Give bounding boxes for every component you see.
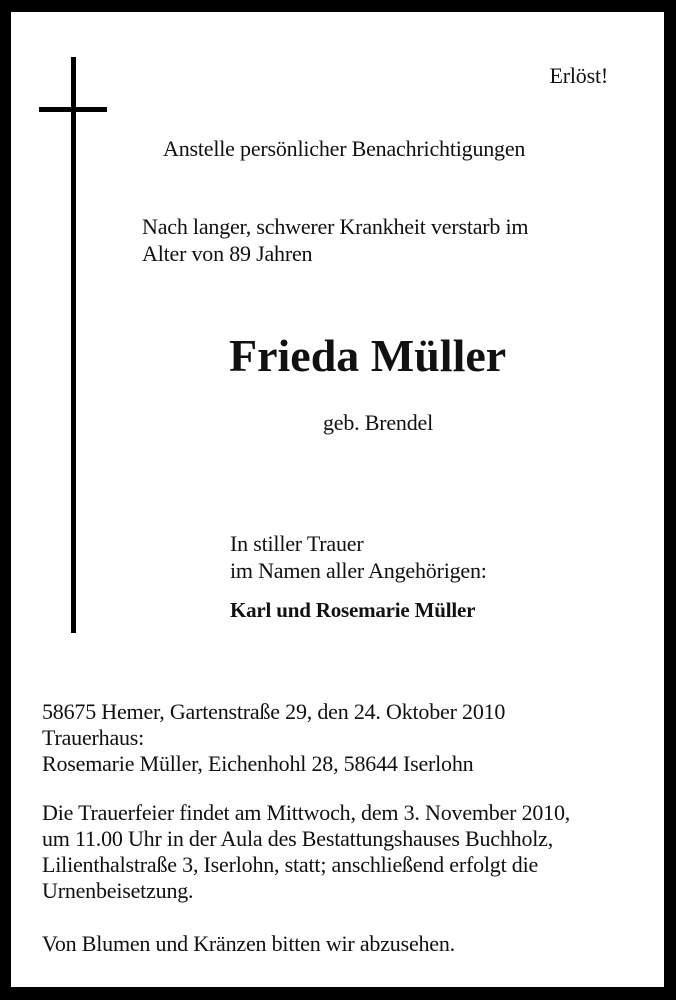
- notice-text: Anstelle persönlicher Benachrichtigungen: [163, 136, 526, 161]
- intro-line-1: Nach langer, schwerer Krankheit verstarb im: [142, 214, 529, 239]
- ceremony-line-2: um 11.00 Uhr in der Aula des Bestattungshauses Buchholz,: [42, 826, 554, 851]
- deceased-name: Frieda Müller: [229, 330, 507, 381]
- ceremony-line-1: Die Trauerfeier findet am Mittwoch, dem 3. November 2010,: [42, 800, 571, 825]
- relief-text: Erlöst!: [549, 63, 608, 88]
- mourners-line-1: In stiller Trauer: [230, 531, 364, 556]
- address-line-3: Rosemarie Müller, Eichenhohl 28, 58644 Iserlohn: [42, 751, 474, 776]
- ceremony-line-3: Lilienthalstraße 3, Iserlohn, statt; anschließend erfolgt die: [42, 852, 539, 877]
- cross-icon-vertical: [71, 57, 76, 633]
- ceremony-line-4: Urnenbeisetzung.: [42, 878, 194, 903]
- birth-name: geb. Brendel: [323, 410, 434, 435]
- obituary-notice: [11, 12, 664, 987]
- mourners-line-2: im Namen aller Angehörigen:: [230, 558, 487, 583]
- intro-line-2: Alter von 89 Jahren: [142, 241, 313, 266]
- mourners-names: Karl und Rosemarie Müller: [230, 598, 476, 622]
- address-line-2: Trauerhaus:: [42, 725, 145, 750]
- address-line-1: 58675 Hemer, Gartenstraße 29, den 24. Oktober 2010: [42, 699, 506, 724]
- cross-icon-horizontal: [39, 107, 107, 112]
- closing-text: Von Blumen und Kränzen bitten wir abzusehen.: [42, 931, 455, 956]
